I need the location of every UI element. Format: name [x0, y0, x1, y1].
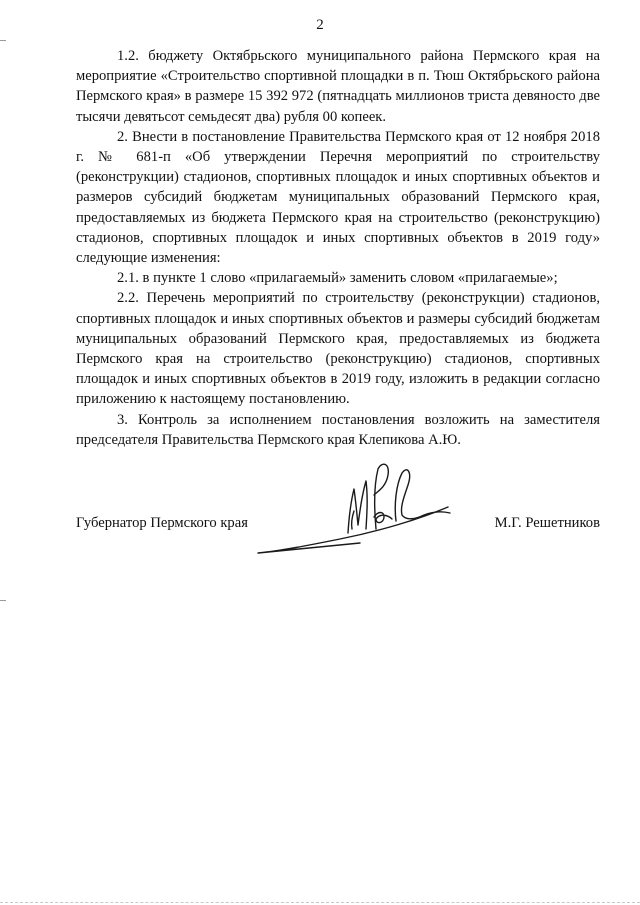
- signer-title: Губернатор Пермского края: [76, 515, 248, 531]
- paragraph-1-2: 1.2. бюджету Октябрьского муниципального района Пермского края на мероприятие «Строительство спортивной площадки в п. Тюш Октябрьского района Пермского края» в размере 15 392 972 (пятнадцать миллионов триста девяносто две тысячи девятьсот семьдесят два) рубля 00 копеек.: [76, 48, 600, 125]
- page-number: 2: [316, 17, 324, 33]
- scan-margin-mark: [0, 600, 6, 601]
- paragraph-2: 2. Внести в постановление Правительства Пермского края от 12 ноября 2018 г. № 681-п «Об утверждении Перечня мероприятий по строительству (реконструкции) стадионов, спортивных площадок и иных спортивных объектов и размеров субсидий бюджетам муниципальных образований Пермского края, предоставляемых из бюджета Пермского края на строительство (реконструкцию) стадионов, спортивных площадок и иных спортивных объектов в 2019 году» следующие изменения:: [76, 128, 600, 267]
- paragraph-3: 3. Контроль за исполнением постановления возложить на заместителя председателя Правительства Пермского края Клепикова А.Ю.: [76, 411, 600, 448]
- scan-margin-mark: [0, 40, 6, 41]
- signer-name: М.Г. Решетников: [494, 515, 600, 531]
- paragraph-2-1: 2.1. в пункте 1 слово «прилагаемый» заменить словом «прилагаемые»;: [117, 270, 558, 287]
- signature-block: [76, 515, 600, 537]
- paragraph-2-2: 2.2. Перечень мероприятий по строительству (реконструкции) стадионов, спортивных площадок и иных спортивных объектов и размеры субсидий бюджетам муниципальных образований Пермского края, предоставляемых из бюджета Пермского края на строительство (реконструкцию) стадионов, спортивных площадок и иных спортивных объектов в 2019 году, изложить в редакции согласно приложению к настоящему постановлению.: [76, 290, 600, 408]
- handwritten-signature: [250, 455, 480, 570]
- document-body: [76, 46, 600, 450]
- scan-bottom-edge: [0, 901, 640, 903]
